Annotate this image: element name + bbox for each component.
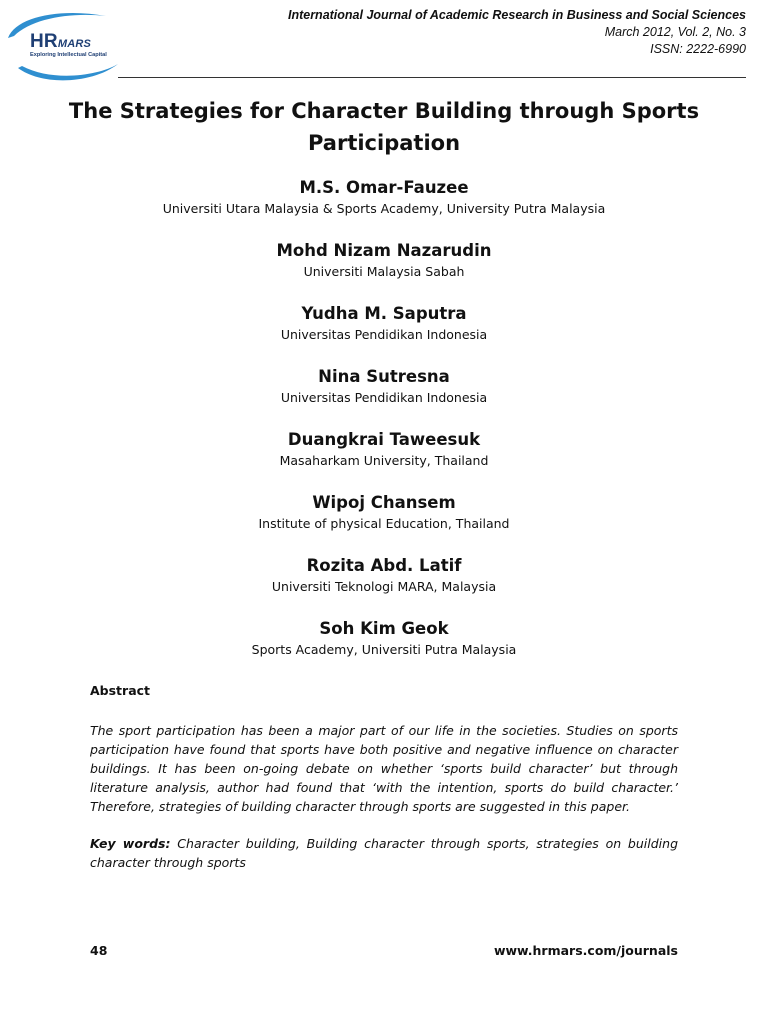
journal-issn: ISSN: 2222-6990 <box>650 42 746 56</box>
author-block <box>0 554 768 617</box>
author-affiliation: Masaharkam University, Thailand <box>279 453 489 468</box>
author-name: M.S. Omar-Fauzee <box>299 178 469 197</box>
author-affiliation: Universitas Pendidikan Indonesia <box>280 327 488 342</box>
paper-title: The Strategies for Character Building through Sports Participation <box>68 99 700 155</box>
logo-wordmark <box>30 32 107 51</box>
author-name: Nina Sutresna <box>318 367 450 386</box>
author-affiliation: Universiti Teknologi MARA, Malaysia <box>271 579 497 594</box>
keywords-label: Key words: <box>90 836 171 851</box>
author-name: Wipoj Chansem <box>312 493 456 512</box>
author-block <box>0 302 768 365</box>
author-name: Rozita Abd. Latif <box>306 556 462 575</box>
journal-info <box>288 7 746 58</box>
author-list <box>0 176 768 680</box>
author-block <box>0 491 768 554</box>
journal-name: International Journal of Academic Research in Business and Social Sciences <box>287 8 746 22</box>
author-name: Mohd Nizam Nazarudin <box>276 241 492 260</box>
author-block <box>0 617 768 680</box>
author-block <box>0 365 768 428</box>
page-number: 48 <box>90 943 108 958</box>
author-block <box>0 239 768 302</box>
keywords-text: Character building, Building character through sports, strategies on building character through sports <box>90 836 679 870</box>
author-affiliation: Universitas Pendidikan Indonesia <box>280 390 488 405</box>
author-name: Duangkrai Taweesuk <box>287 430 481 449</box>
footer-url[interactable]: www.hrmars.com/journals <box>493 943 678 958</box>
author-name: Soh Kim Geok <box>319 619 449 638</box>
author-block <box>0 176 768 239</box>
publisher-logo <box>2 6 120 86</box>
author-affiliation: Universiti Malaysia Sabah <box>303 264 465 279</box>
author-name: Yudha M. Saputra <box>301 304 467 323</box>
logo-main-text: HR <box>30 31 58 52</box>
author-affiliation: Institute of physical Education, Thailand <box>258 516 510 531</box>
keywords-paragraph <box>90 834 678 872</box>
abstract-heading: Abstract <box>90 683 151 698</box>
logo-sub-text: MARS <box>57 38 92 50</box>
logo-tagline: Exploring Intellectual Capital <box>30 52 107 58</box>
author-affiliation: Sports Academy, Universiti Putra Malaysia <box>251 642 517 657</box>
journal-issue: March 2012, Vol. 2, No. 3 <box>604 25 746 39</box>
header-divider <box>118 77 746 78</box>
logo-text <box>30 32 107 59</box>
author-affiliation: Universiti Utara Malaysia & Sports Academy, University Putra Malaysia <box>162 201 606 216</box>
abstract-body: The sport participation has been a major part of our life in the societies. Studies on sports participation have found that sports have both positive and negative influence on character buildings. It has been on-going debate on whether ‘sports build character’ but through literature analysis, author had found that ‘with the intention, sports do build character.’ Therefore, strategies of building character through sports are suggested in this paper. <box>90 723 678 814</box>
author-block <box>0 428 768 491</box>
